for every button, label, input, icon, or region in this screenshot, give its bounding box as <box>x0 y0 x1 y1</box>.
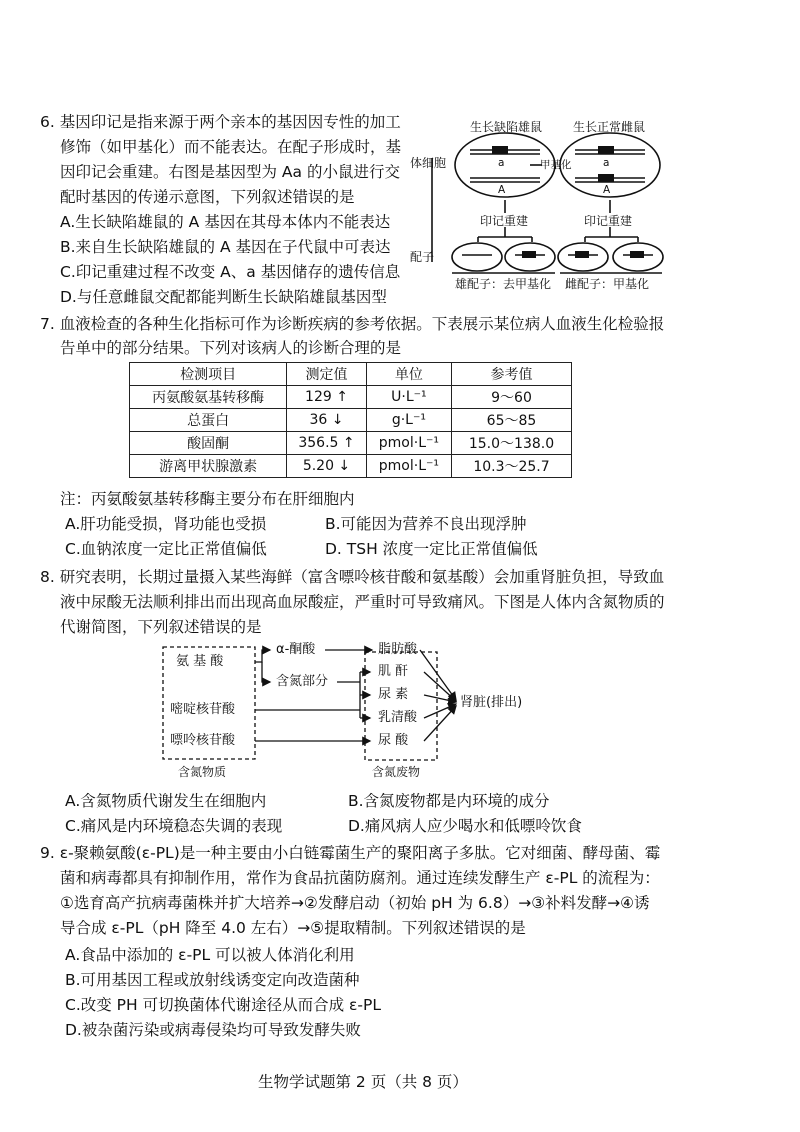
q6-option-a: A.生长缺陷雄鼠的 A 基因在其母本体内不能表达 <box>60 213 391 231</box>
table-header: 测定值 <box>287 363 367 386</box>
table-cell: pmol·L⁻¹ <box>366 432 451 455</box>
q9-stem-line-2: 菌和病毒都具有抑制作用，常作为食品抗菌防腐剂。通过连续发酵生产 ε-PL 的流程为： <box>60 869 660 887</box>
table-cell: 酸固酮 <box>130 432 287 455</box>
q7-stem-line-1: 7. 血液检查的各种生化指标可作为诊断疾病的参考依据。下表展示某位病人血液生化检验报 <box>40 315 665 333</box>
q9-option-d: D.被杂菌污染或病毒侵染均可导致发酵失败 <box>65 1021 361 1039</box>
q9-stem-line-4: 导合成 ε-PL（pH 降至 4.0 左右）→⑤提取精制。下列叙述错误的是 <box>60 919 526 937</box>
female-allele-upper: a <box>603 157 610 169</box>
fatty-acid-label: 脂肪酸 <box>378 642 418 657</box>
q6-option-d: D.与任意雌鼠交配都能判断生长缺陷雄鼠基因型 <box>60 288 387 306</box>
q9-option-c: C.改变 PH 可切换菌体代谢途径从而合成 ε-PL <box>65 996 381 1014</box>
female-mouse-title: 生长正常雌鼠 <box>573 120 646 134</box>
table-cell: pmol·L⁻¹ <box>366 455 451 478</box>
gamete-label: 配子 <box>410 250 435 264</box>
uric-acid-label: 尿 酸 <box>378 733 409 748</box>
q6-option-b: B.来自生长缺陷雄鼠的 A 基因在子代鼠中可表达 <box>60 238 391 256</box>
q7-note: 注：丙氨酸氨基转移酶主要分布在肝细胞内 <box>60 490 355 508</box>
q7-option-a: A.肝功能受损，肾功能也受损 <box>65 515 267 533</box>
table-header: 参考值 <box>451 363 571 386</box>
creatinine-label: 肌 酐 <box>378 664 409 679</box>
q8-stem-line-3: 代谢简图，下列叙述错误的是 <box>60 618 262 636</box>
orotic-acid-label: 乳清酸 <box>378 710 418 725</box>
q8-stem-line-1: 8. 研究表明，长期过量摄入某些海鲜（富含嘌呤核苷酸和氨基酸）会加重肾脏负担，导致血 <box>40 568 665 586</box>
q8-stem-line-2: 液中尿酸无法顺利排出而出现高血尿酸症，严重时可导致痛风。下图是人体内含氮物质的 <box>60 593 665 611</box>
somatic-cell-label: 体细胞 <box>410 156 447 170</box>
q6-stem-line-2: 修饰（如甲基化）而不能表达。在配子形成时，基 <box>60 138 402 156</box>
table-cell: 10.3～25.7 <box>451 455 571 478</box>
table-cell: g·L⁻¹ <box>366 409 451 432</box>
q6-stem-line-1: 6. 基因印记是指来源于两个亲本的基因因专性的加工 <box>40 113 401 131</box>
table-cell: 丙氨酸氨基转移酶 <box>130 386 287 409</box>
male-gamete-caption: 雄配子：去甲基化 <box>455 277 552 291</box>
q8-option-c: C.痛风是内环境稳态失调的表现 <box>65 817 283 835</box>
q7-option-c: C.血钠浓度一定比正常值偏低 <box>65 540 267 558</box>
alpha-keto-acid-label: α-酮酸 <box>276 642 316 657</box>
table-header: 检测项目 <box>130 363 287 386</box>
table-cell: 65～85 <box>451 409 571 432</box>
male-allele-a-lower: A <box>498 184 506 196</box>
q8-option-a: A.含氮物质代谢发生在细胞内 <box>65 792 267 810</box>
q7-option-b: B.可能因为营养不良出现浮肿 <box>325 515 527 533</box>
table-cell: U·L⁻¹ <box>366 386 451 409</box>
q9-stem-line-1: 9. ε-聚赖氨酸(ε-PL)是一种主要由小白链霉菌生产的聚阳离子多肽。它对细菌、酵母菌、霉 <box>40 844 661 862</box>
q9-stem-line-3: ①选育高产抗病毒菌株并扩大培养→②发酵启动（初始 pH 为 6.8）→③补料发酵→④诱 <box>60 894 650 912</box>
urea-label: 尿 素 <box>378 687 409 702</box>
table-cell: 356.5 ↑ <box>287 432 367 455</box>
male-allele-a-upper: a <box>498 157 505 169</box>
table-cell: 9～60 <box>451 386 571 409</box>
male-mouse-title: 生长缺陷雄鼠 <box>470 120 543 134</box>
female-allele-lower: A <box>603 184 611 196</box>
male-rebuild-label: 印记重建 <box>480 214 529 228</box>
table-header: 单位 <box>366 363 451 386</box>
amino-acid-label: 氨 基 酸 <box>176 654 224 669</box>
q9-option-b: B.可用基因工程或放射线诱变定向改造菌种 <box>65 971 360 989</box>
q9-option-a: A.食品中添加的 ε-PL 可以被人体消化利用 <box>65 946 355 964</box>
table-cell: 5.20 ↓ <box>287 455 367 478</box>
nitrogen-waste-caption: 含氮废物 <box>372 765 421 779</box>
nitrogen-substance-caption: 含氮物质 <box>178 765 227 779</box>
methyl-label: 甲基化 <box>540 159 572 171</box>
q6-stem-line-3: 因印记会重建。右图是基因型为 Aa 的小鼠进行交 <box>60 163 400 181</box>
female-rebuild-label: 印记重建 <box>584 214 633 228</box>
table-cell: 游离甲状腺激素 <box>130 455 287 478</box>
table-cell: 15.0～138.0 <box>451 432 571 455</box>
table-cell: 总蛋白 <box>130 409 287 432</box>
page-footer: 生物学试题第 2 页（共 8 页） <box>258 1073 468 1091</box>
q7-option-d: D. TSH 浓度一定比正常值偏低 <box>325 540 538 558</box>
q6-option-c: C.印记重建过程不改变 A、a 基因储存的遗传信息 <box>60 263 401 281</box>
q8-option-d: D.痛风病人应少喝水和低嘌呤饮食 <box>348 817 582 835</box>
purine-label: 嘌呤核苷酸 <box>170 733 236 748</box>
q6-stem-line-4: 配时基因的传递示意图，下列叙述错误的是 <box>60 188 355 206</box>
table-cell: 129 ↑ <box>287 386 367 409</box>
table-cell: 36 ↓ <box>287 409 367 432</box>
q8-option-b: B.含氮废物都是内环境的成分 <box>348 792 550 810</box>
q7-stem-line-2: 告单中的部分结果。下列对该病人的诊断合理的是 <box>60 339 402 357</box>
female-gamete-caption: 雌配子：甲基化 <box>565 277 650 291</box>
kidney-label: 肾脏(排出) <box>460 695 523 710</box>
nitrogen-part-label: 含氮部分 <box>276 674 329 689</box>
pyrimidine-label: 嘧啶核苷酸 <box>170 702 236 717</box>
